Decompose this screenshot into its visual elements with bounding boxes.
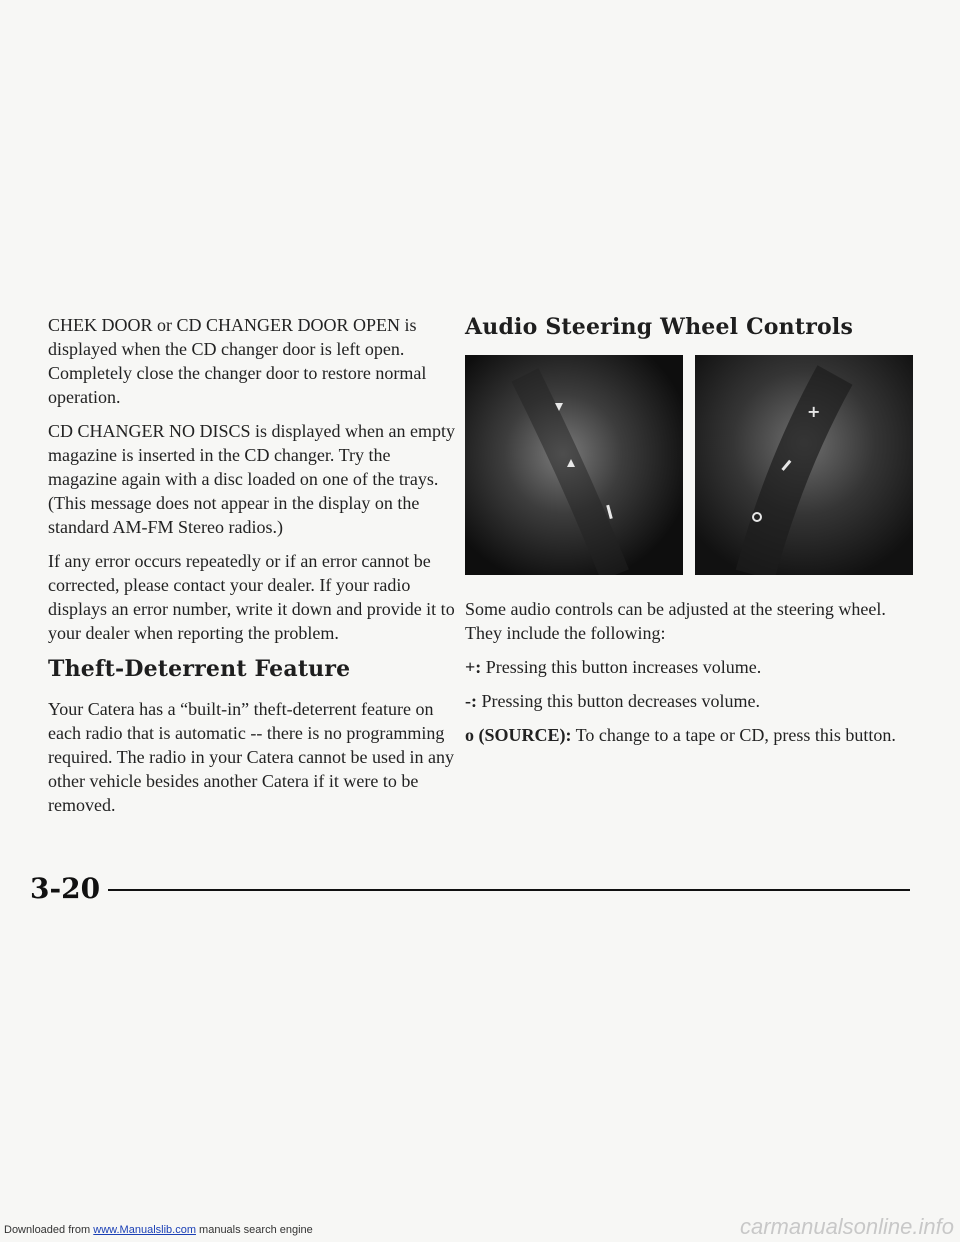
watermark-prefix: Downloaded from [4,1224,94,1236]
page-number: 3-20 [30,871,101,905]
control-source [465,723,915,747]
paragraph-error: If any error occurs repeatedly or if an error cannot be corrected, please contact your dealer. If your radio displays an error number, write it down and provide it to your dealer when reporting the problem. [48,551,455,643]
steering-wheel-photos [465,355,913,575]
paragraph-door-open: CHEK DOOR or CD CHANGER DOOR OPEN is displayed when the CD changer door is left open. Completely close the changer door to restore normal operation. [48,315,427,407]
steering-wheel-photo-right [695,355,913,575]
control-volume-up [465,655,915,679]
theft-deterrent-heading: Theft-Deterrent Feature [48,656,351,682]
site-watermark: carmanualsonline.info [739,1214,954,1239]
steering-wheel-left-image [465,355,683,575]
control-volume-down [465,689,915,713]
watermark-suffix: manuals search engine [195,1224,313,1236]
page-footer [30,870,910,906]
control-volume-up-label: +: [465,657,482,677]
steering-wheel-photo-left [465,355,683,575]
control-source-text: To change to a tape or CD, press this button. [571,725,896,745]
left-column [48,313,460,827]
control-volume-down-text: Pressing this button decreases volume. [477,691,760,711]
control-source-label: o (SOURCE): [465,725,572,745]
control-volume-down-label: -: [465,691,477,711]
paragraph-no-discs: CD CHANGER NO DISCS is displayed when an empty magazine is inserted in the CD changer. Try the magazine again with a disc loaded on one of the trays. (This message does not appear in the display on the standard AM-FM Stereo radios.) [48,421,455,537]
control-volume-up-text: Pressing this button increases volume. [481,657,762,677]
svg-text:+: + [807,402,821,421]
audio-controls-heading: Audio Steering Wheel Controls [465,314,854,340]
audio-controls-intro: Some audio controls can be adjusted at the steering wheel. They include the following: [465,599,886,643]
manualslib-link[interactable]: www.Manualslib.com [93,1224,196,1236]
right-column [465,313,915,757]
footer-rule [108,889,910,891]
paragraph-theft-deterrent: Your Catera has a “built-in” theft-deterrent feature on each radio that is automatic -- there is no programming required. The radio in your Catera cannot be used in any other vehicle besides another Catera if it were to be removed. [48,699,455,815]
download-watermark [4,1224,313,1236]
steering-wheel-right-image [695,355,913,575]
